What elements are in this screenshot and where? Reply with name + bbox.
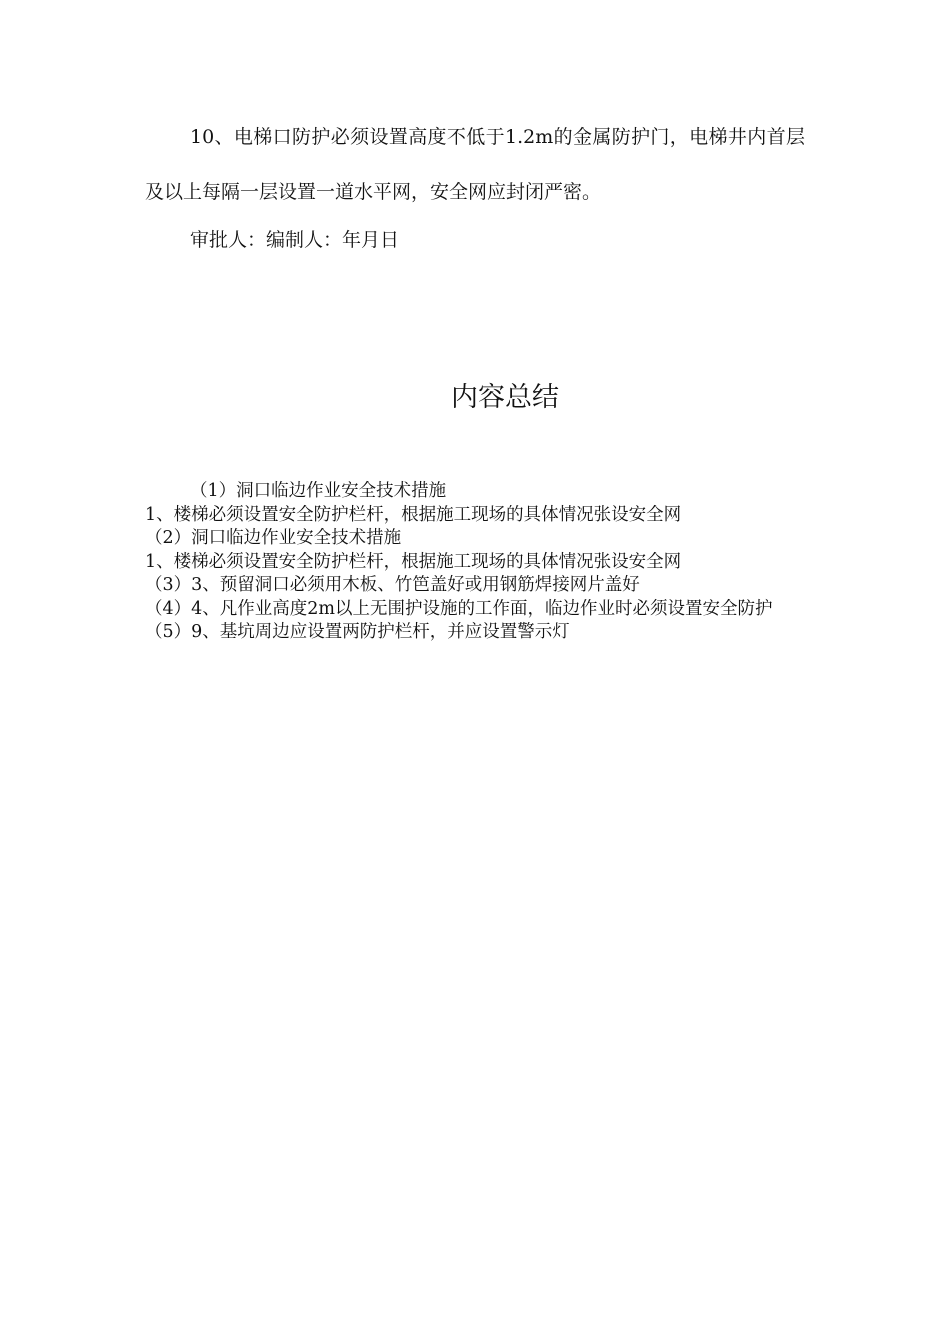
paragraph-approval-signature: 审批人：编制人：年月日 xyxy=(190,229,400,251)
paragraph-elevator-protection: 10、电梯口防护必须设置高度不低于1.2m的金属防护门，电梯井内首层及以上每隔一层设置一道水平网，安全网应封闭严密。 xyxy=(145,126,805,203)
summary-line: （3）3、预留洞口必须用木板、竹笆盖好或用钢筋焊接网片盖好 xyxy=(145,575,640,595)
summary-line: 1、楼梯必须设置安全防护栏杆，根据施工现场的具体情况张设安全网 xyxy=(145,504,682,525)
summary-line: 1、楼梯必须设置安全防护栏杆，根据施工现场的具体情况张设安全网 xyxy=(145,551,682,572)
summary-line: （1）洞口临边作业安全技术措施 xyxy=(190,481,447,501)
summary-list xyxy=(145,480,810,645)
summary-line: （5）9、基坑周边应设置两防护栏杆，并应设置警示灯 xyxy=(145,622,570,642)
summary-line: （4）4、凡作业高度2m以上无围护设施的工作面，临边作业时必须设置安全防护 xyxy=(145,598,773,619)
summary-title: 内容总结 xyxy=(451,382,559,413)
summary-line: （2）洞口临边作业安全技术措施 xyxy=(145,528,402,548)
